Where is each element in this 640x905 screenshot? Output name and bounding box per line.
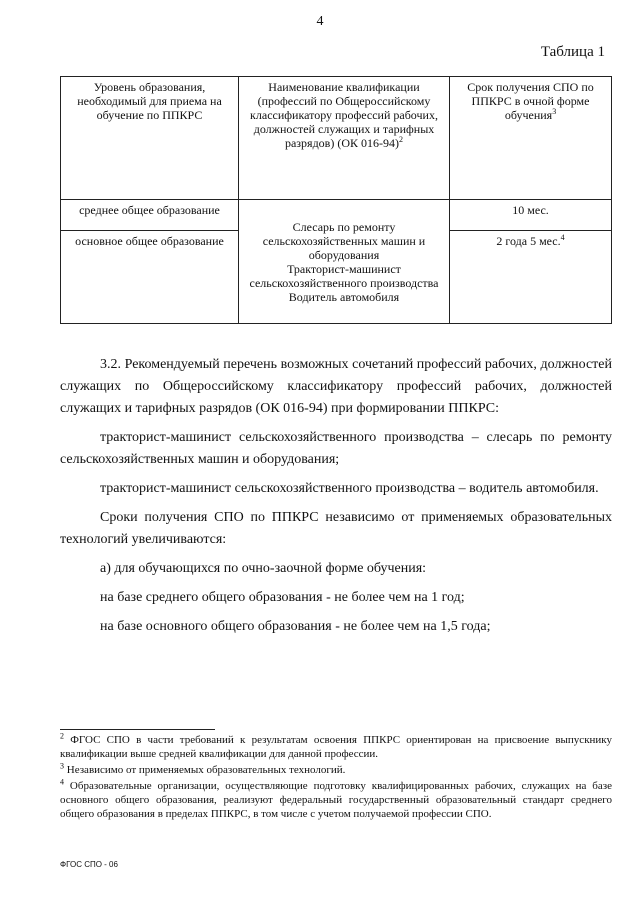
row-level-secondary-text: среднее общее образование [79,203,220,217]
header-education-level-text: Уровень образования, необходимый для приема на обучение по ППКРС [77,80,222,122]
row-term-secondary [450,200,612,231]
footnote-4-number: 4 [60,777,64,787]
footnote-3-number: 3 [60,761,64,771]
footnote-ref-2: 2 [399,135,403,144]
header-term [450,77,612,200]
footnote-ref-3: 3 [552,107,557,116]
row-level-basic-text: основное общее образование [75,234,224,248]
footnote-4 [60,779,612,821]
header-qualification-name [239,77,450,200]
header-qualification-name-text: Наименование квалификации (профессий по Общероссийскому классификатору профессий рабочих, должностей служащих и тарифных разрядов) (ОК 016-94) [250,80,438,150]
footnote-2-number: 2 [60,731,64,741]
combination-1: тракторист-машинист сельскохозяйственного производства – слесарь по ремонту сельскохозяйственных машин и оборудования; [60,430,612,467]
row-term-basic-text: 2 года 5 мес. [496,234,561,248]
table-row [61,231,612,324]
footnote-ref-4: 4 [560,233,565,242]
footnote-4-text: Образовательные организации, осуществляющие подготовку квалифицированных рабочих, служащих на базе основного общего образования, реализуют федеральный государственный образовательный стандарт среднего общего образования в пределах ППКРС, в том числе с учетом получаемой профессии СПО. [60,780,613,820]
body-text [60,354,612,645]
footer-code: ФГОС СПО - 06 [60,860,118,869]
qualification-item: Тракторист-машинист сельскохозяйственного производства [249,261,439,290]
qualification-item: Слесарь по ремонту сельскохозяйственных машин и оборудования [262,219,426,262]
item-a: а) для обучающихся по очно-заочной форме обучения: [100,561,427,576]
row-level-basic [61,231,239,324]
footnote-3 [60,763,612,777]
page-number: 4 [316,14,324,29]
footnote-3-text: Независимо от применяемых образовательных технологий. [66,764,346,776]
item-a-basic: на базе основного общего образования - не более чем на 1,5 года; [100,619,491,634]
qualification-item: Водитель автомобиля [288,289,400,304]
combination-2: тракторист-машинист сельскохозяйственного производства – водитель автомобиля. [100,481,599,496]
footnotes [60,733,612,823]
header-term-text: Срок получения СПО по ППКРС в очной форме обучения [467,80,594,122]
table-header-row [61,77,612,200]
table-label: Таблица 1 [540,44,605,60]
row-term-basic [450,231,612,324]
terms-paragraph: Сроки получения СПО по ППКРС независимо от применяемых образовательных технологий увеличиваются: [60,510,612,547]
row-term-secondary-text: 10 мес. [512,203,549,217]
qualification-cell [239,219,450,324]
item-a-secondary: на базе среднего общего образования - не более чем на 1 год; [100,590,465,605]
footnote-divider [60,729,215,730]
footnote-2 [60,733,612,761]
header-education-level [61,77,239,200]
footnote-2-text: ФГОС СПО в части требований к результатам освоения ППКРС ориентирован на присвоение выпускнику квалификации выше средней квалификации для данной профессии. [60,734,612,760]
qualification-list [245,220,443,304]
paragraph-3-2: 3.2. Рекомендуемый перечень возможных сочетаний профессий рабочих, должностей служащих по Общероссийскому классификатору профессий рабочих, должностей служащих и тарифных разрядов (ОК 016-94) при формировании ППКРС: [60,357,612,416]
qualification-table [60,76,612,324]
row-level-secondary [61,200,239,231]
